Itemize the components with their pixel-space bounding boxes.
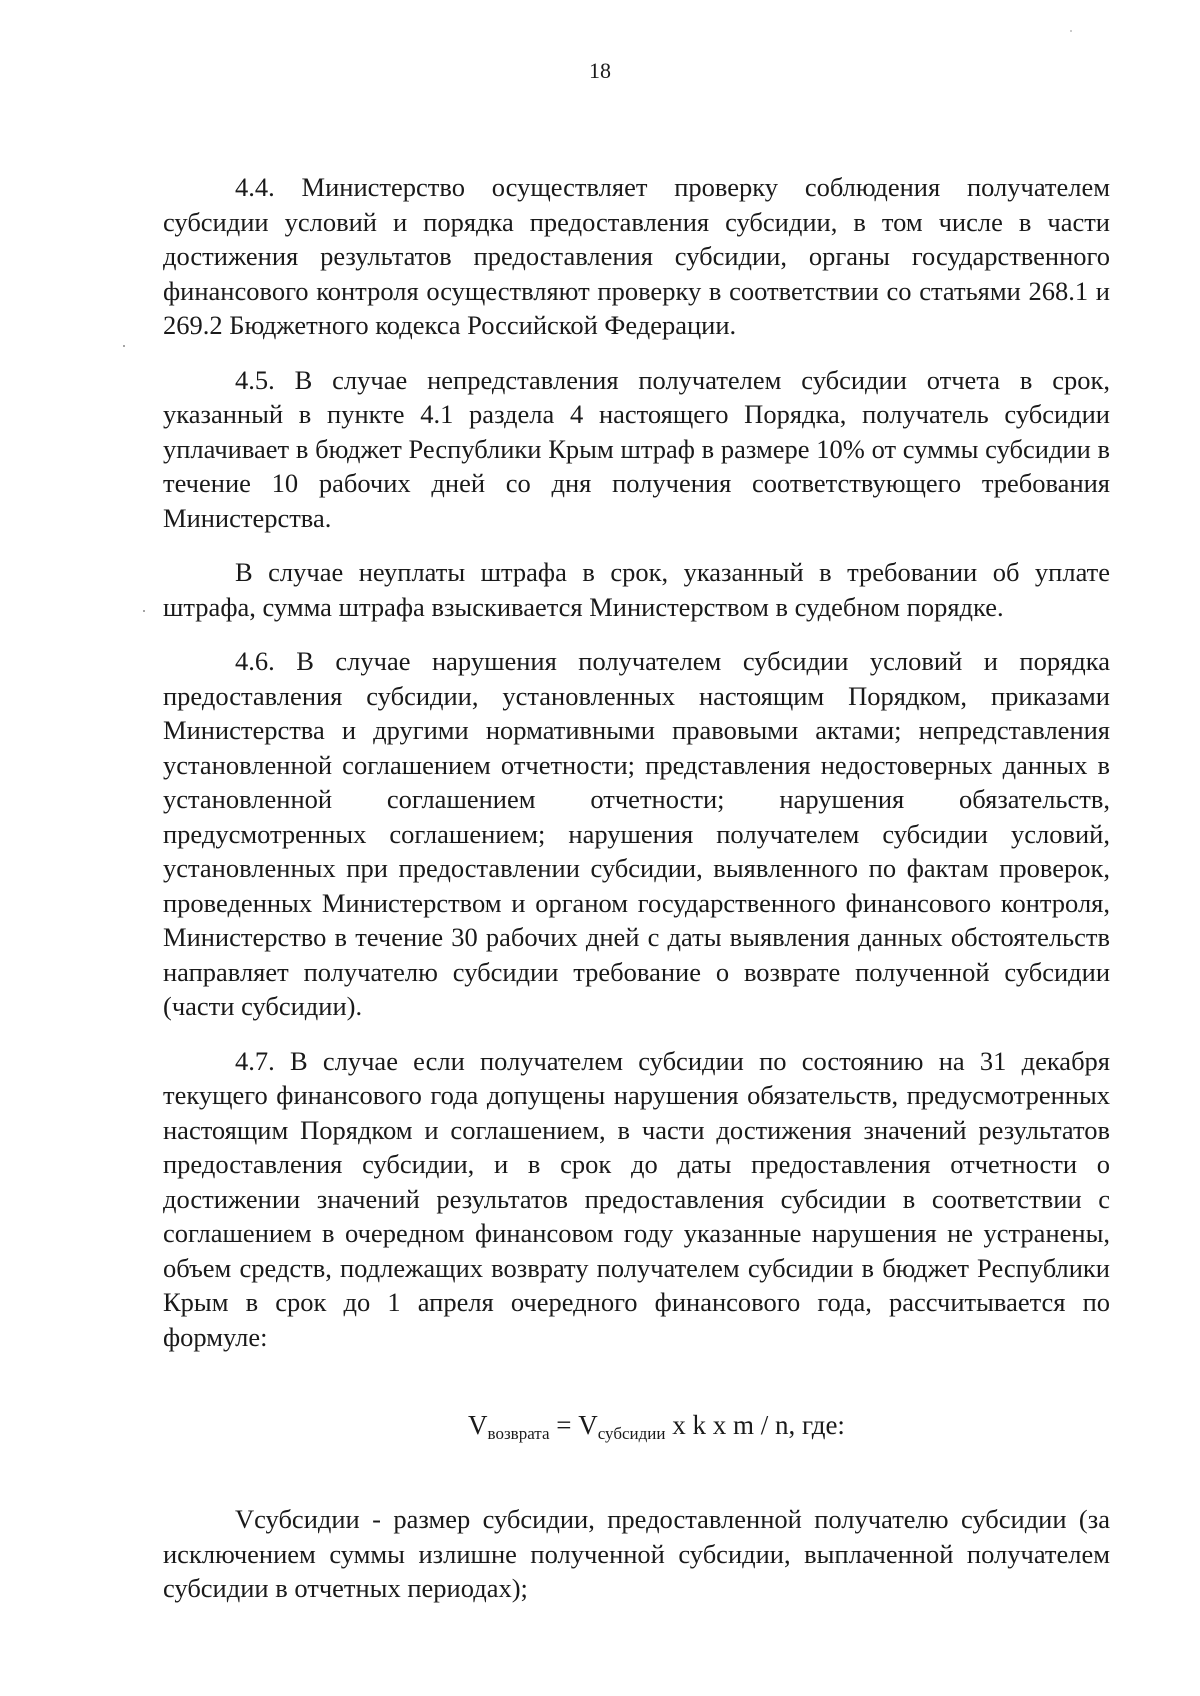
formula-tail: x k x m / n, где: <box>665 1410 845 1440</box>
document-body <box>163 170 1110 1606</box>
paragraph-4-5: 4.5. В случае непредставления получателем субсидии отчета в срок, указанный в пункте 4.1 раздела 4 настоящего Порядка, получатель субсидии уплачивает в бюджет Республики Крым штраф в размере 10% от суммы субсидии в течение 10 рабочих дней со дня получения соответствующего требования Министерства. <box>163 364 1110 533</box>
refund-formula <box>163 1408 1110 1442</box>
formula-equals: = <box>549 1410 579 1440</box>
paragraph-4-6: 4.6. В случае нарушения получателем субсидии условий и порядка предоставления субсидии, установленных настоящим Порядком, приказами Министерства и другими нормативными правовыми актами; непредставления установленной соглашением отчетности; представления недостоверных данных в установленной соглашением отчетности; нарушения обязательств, предусмотренных соглашением; нарушения получателем субсидии условий, установленных при предоставлении субсидии, выявленного по фактам проверок, проведенных Министерством и органом государственного финансового контроля, Министерство в течение 30 рабочих дней с даты выявления данных обстоятельств направляет получателю субсидии требование о возврате полученной субсидии (части субсидии). <box>163 646 1110 1021</box>
scan-speck <box>1070 30 1072 32</box>
formula-lhs: V <box>468 1410 488 1440</box>
paragraph-4-7: 4.7. В случае если получателем субсидии по состоянию на 31 декабря текущего финансового года допущены нарушения обязательств, предусмотренных настоящим Порядком и соглашением, в части достижения значений результатов предоставления субсидии, и в срок до даты предоставления отчетности о достижении значений результатов предоставления субсидии в соответствии с соглашением в очередном финансовом году указанные нарушения не устранены, объем средств, подлежащих возврату получателем субсидии в бюджет Республики Крым в срок до 1 апреля очередного финансового года, рассчитывается по формуле: <box>163 1045 1110 1352</box>
paragraph-4-4: 4.4. Министерство осуществляет проверку соблюдения получателем субсидии условий и порядка предоставления субсидии, в том числе в части достижения результатов предоставления субсидии, органы государственного финансового контроля осуществляют проверку в соответствии со статьями 268.1 и 269.2 Бюджетного кодекса Российской Федерации. <box>163 172 1110 340</box>
paragraph-4-5-fine: В случае неуплаты штрафа в срок, указанный в требовании об уплате штрафа, сумма штрафа взыскивается Министерством в судебном порядке. <box>163 557 1110 622</box>
formula-rhs-subscript: субсидии <box>597 1424 666 1443</box>
scan-speck <box>123 345 125 347</box>
paragraph-vsubsidy-definition: Vсубсидии - размер субсидии, предоставленной получателю субсидии (за исключением суммы излишне полученной субсидии, выплаченной получателем субсидии в отчетных периодах); <box>163 1504 1110 1603</box>
scan-speck <box>143 610 145 612</box>
formula-rhs: V <box>578 1410 598 1440</box>
page-number: 18 <box>589 58 611 83</box>
formula-lhs-subscript: возврата <box>487 1424 550 1443</box>
